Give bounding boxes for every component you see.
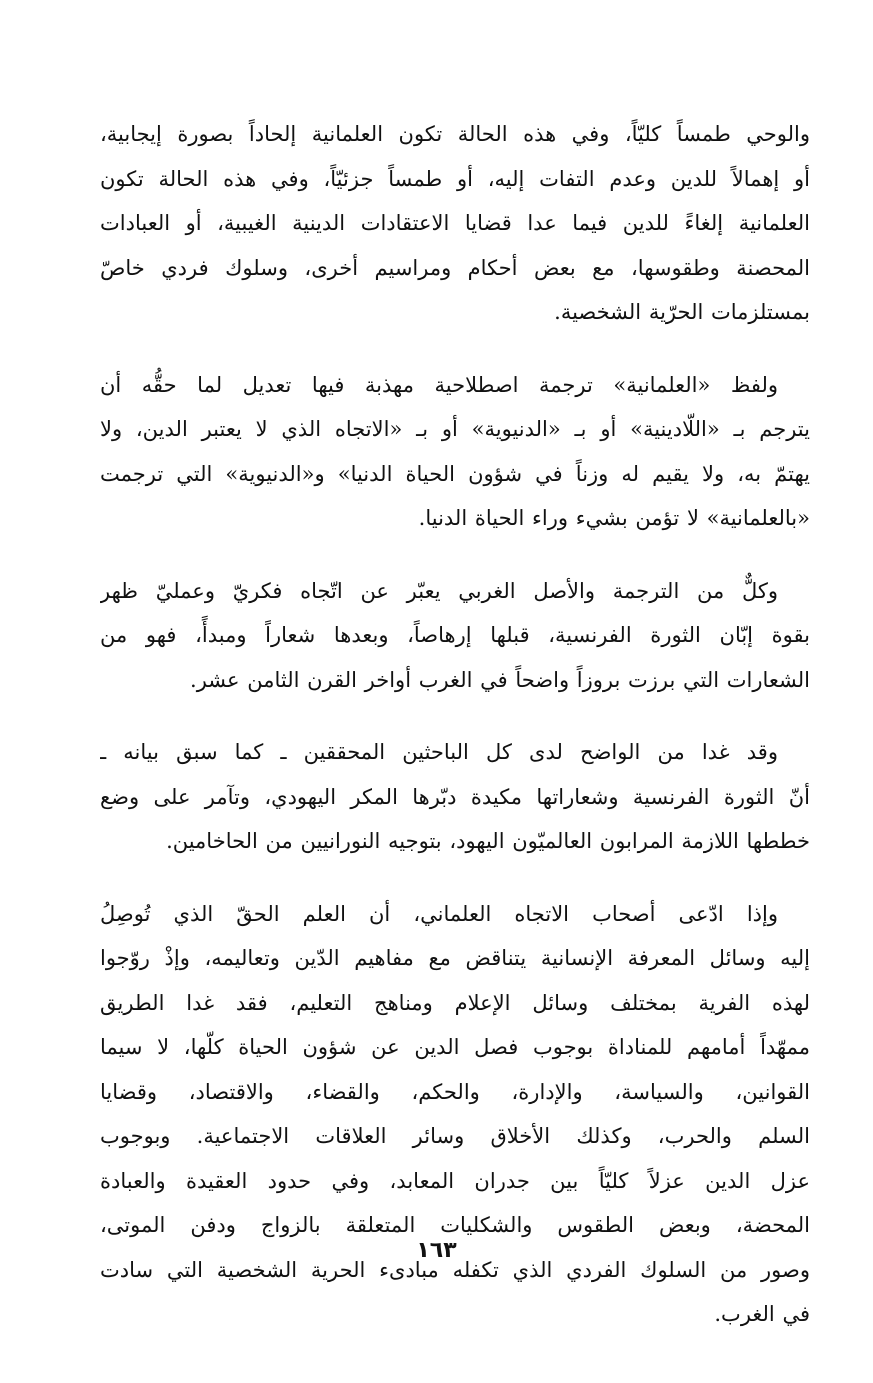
text-line: لهذه الفرية بمختلف وسائل الإعلام ومناهج التعليم، فقد غدا الطريق [100, 990, 810, 1015]
paragraph-gap [100, 541, 810, 569]
text-line: أو إهمالاً للدين وعدم التفات إليه، أو طمساً جزئيّاً، وفي هذه الحالة تكون [100, 166, 810, 191]
text-line: خططها اللازمة المرابون العالميّون اليهود، بتوجيه النورانيين من الحاخامين. [166, 829, 810, 853]
text-line: بمستلزمات الحرّية الشخصية. [554, 300, 810, 324]
text-line: وقد غدا من الواضح لدى كل الباحثين المحققين ـ كما سبق بيانه ـ [100, 740, 778, 764]
text-line: وإذا ادّعى أصحاب الاتجاه العلماني، أن العلم الحقّ الذي تُوصِلُ [100, 901, 778, 926]
text-line: ولفظ «العلمانية» ترجمة اصطلاحية مهذبة فيها تعديل لما حقُّه أن [100, 372, 778, 397]
text-line: والوحي طمساً كليّاً، وفي هذه الحالة تكون العلمانية إلحاداً بصورة إيجابية، [100, 122, 810, 146]
text-line: الشعارات التي برزت بروزاً واضحاً في الغرب أواخر القرن الثامن عشر. [190, 667, 810, 692]
text-line: يترجم بـ «اللّادينية» أو بـ «الدنيوية» أو بـ «الاتجاه الذي لا يعتبر الدين، ولا [100, 417, 810, 441]
text-line: المحصنة وطقوسها، مع بعض أحكام ومراسيم أخرى، وسلوك فردي خاصّ [100, 255, 810, 280]
text-line: «بالعلمانية» لا تؤمن بشيء وراء الحياة الدنيا. [418, 506, 810, 530]
paragraph-3 [100, 569, 810, 703]
text-line: ممهّداً أمامهم للمناداة بوجوب فصل الدين عن شؤون الحياة كلّها، لا سيما [100, 1035, 810, 1059]
text-line: بقوة إبّان الثورة الفرنسية، قبلها إرهاصاً، وبعدها شعاراً ومبدأً، فهو من [100, 623, 810, 647]
text-line: أنّ الثورة الفرنسية وشعاراتها مكيدة دبّرها المكر اليهودي، وتآمر على وضع [100, 784, 810, 809]
text-line: العلمانية إلغاءً للدين فيما عدا قضايا الاعتقادات الدينية الغيبية، أو العبادات [100, 211, 810, 235]
text-line: السلم والحرب، وكذلك الأخلاق وسائر العلاقات الاجتماعية. وبوجوب [100, 1124, 810, 1148]
text-line: وكلٌّ من الترجمة والأصل الغربي يعبّر عن اتّجاه فكريّ وعمليّ ظهر [100, 578, 778, 603]
page-body [100, 112, 810, 1337]
text-line: عزل الدين عزلاً كليّاً بين جدران المعابد، وفي حدود العقيدة والعبادة [100, 1168, 810, 1193]
text-line: في الغرب. [714, 1302, 810, 1326]
text-line: إليه وسائل المعرفة الإنسانية يتناقض مع مفاهيم الدّين وتعاليمه، وإذْ روّجوا [100, 946, 810, 970]
paragraph-gap [100, 864, 810, 892]
paragraph-gap [100, 335, 810, 363]
paragraph-1 [100, 112, 810, 335]
text-line: يهتمّ به، ولا يقيم له وزناً في شؤون الحياة الدنيا» و«الدنيوية» التي ترجمت [100, 461, 810, 486]
paragraph-2 [100, 363, 810, 541]
text-line: وصور من السلوك الفردي الذي تكفله مبادىء الحرية الشخصية التي سادت [100, 1257, 810, 1282]
text-line: المحضة، وبعض الطقوس والشكليات المتعلقة بالزواج ودفن الموتى، [100, 1213, 810, 1237]
text-line: القوانين، والسياسة، والإدارة، والحكم، والقضاء، والاقتصاد، وقضايا [100, 1079, 810, 1104]
page-number: ١٦٣ [416, 1238, 457, 1263]
paragraph-gap [100, 702, 810, 730]
paragraph-5 [100, 892, 810, 1337]
paragraph-4 [100, 730, 810, 864]
